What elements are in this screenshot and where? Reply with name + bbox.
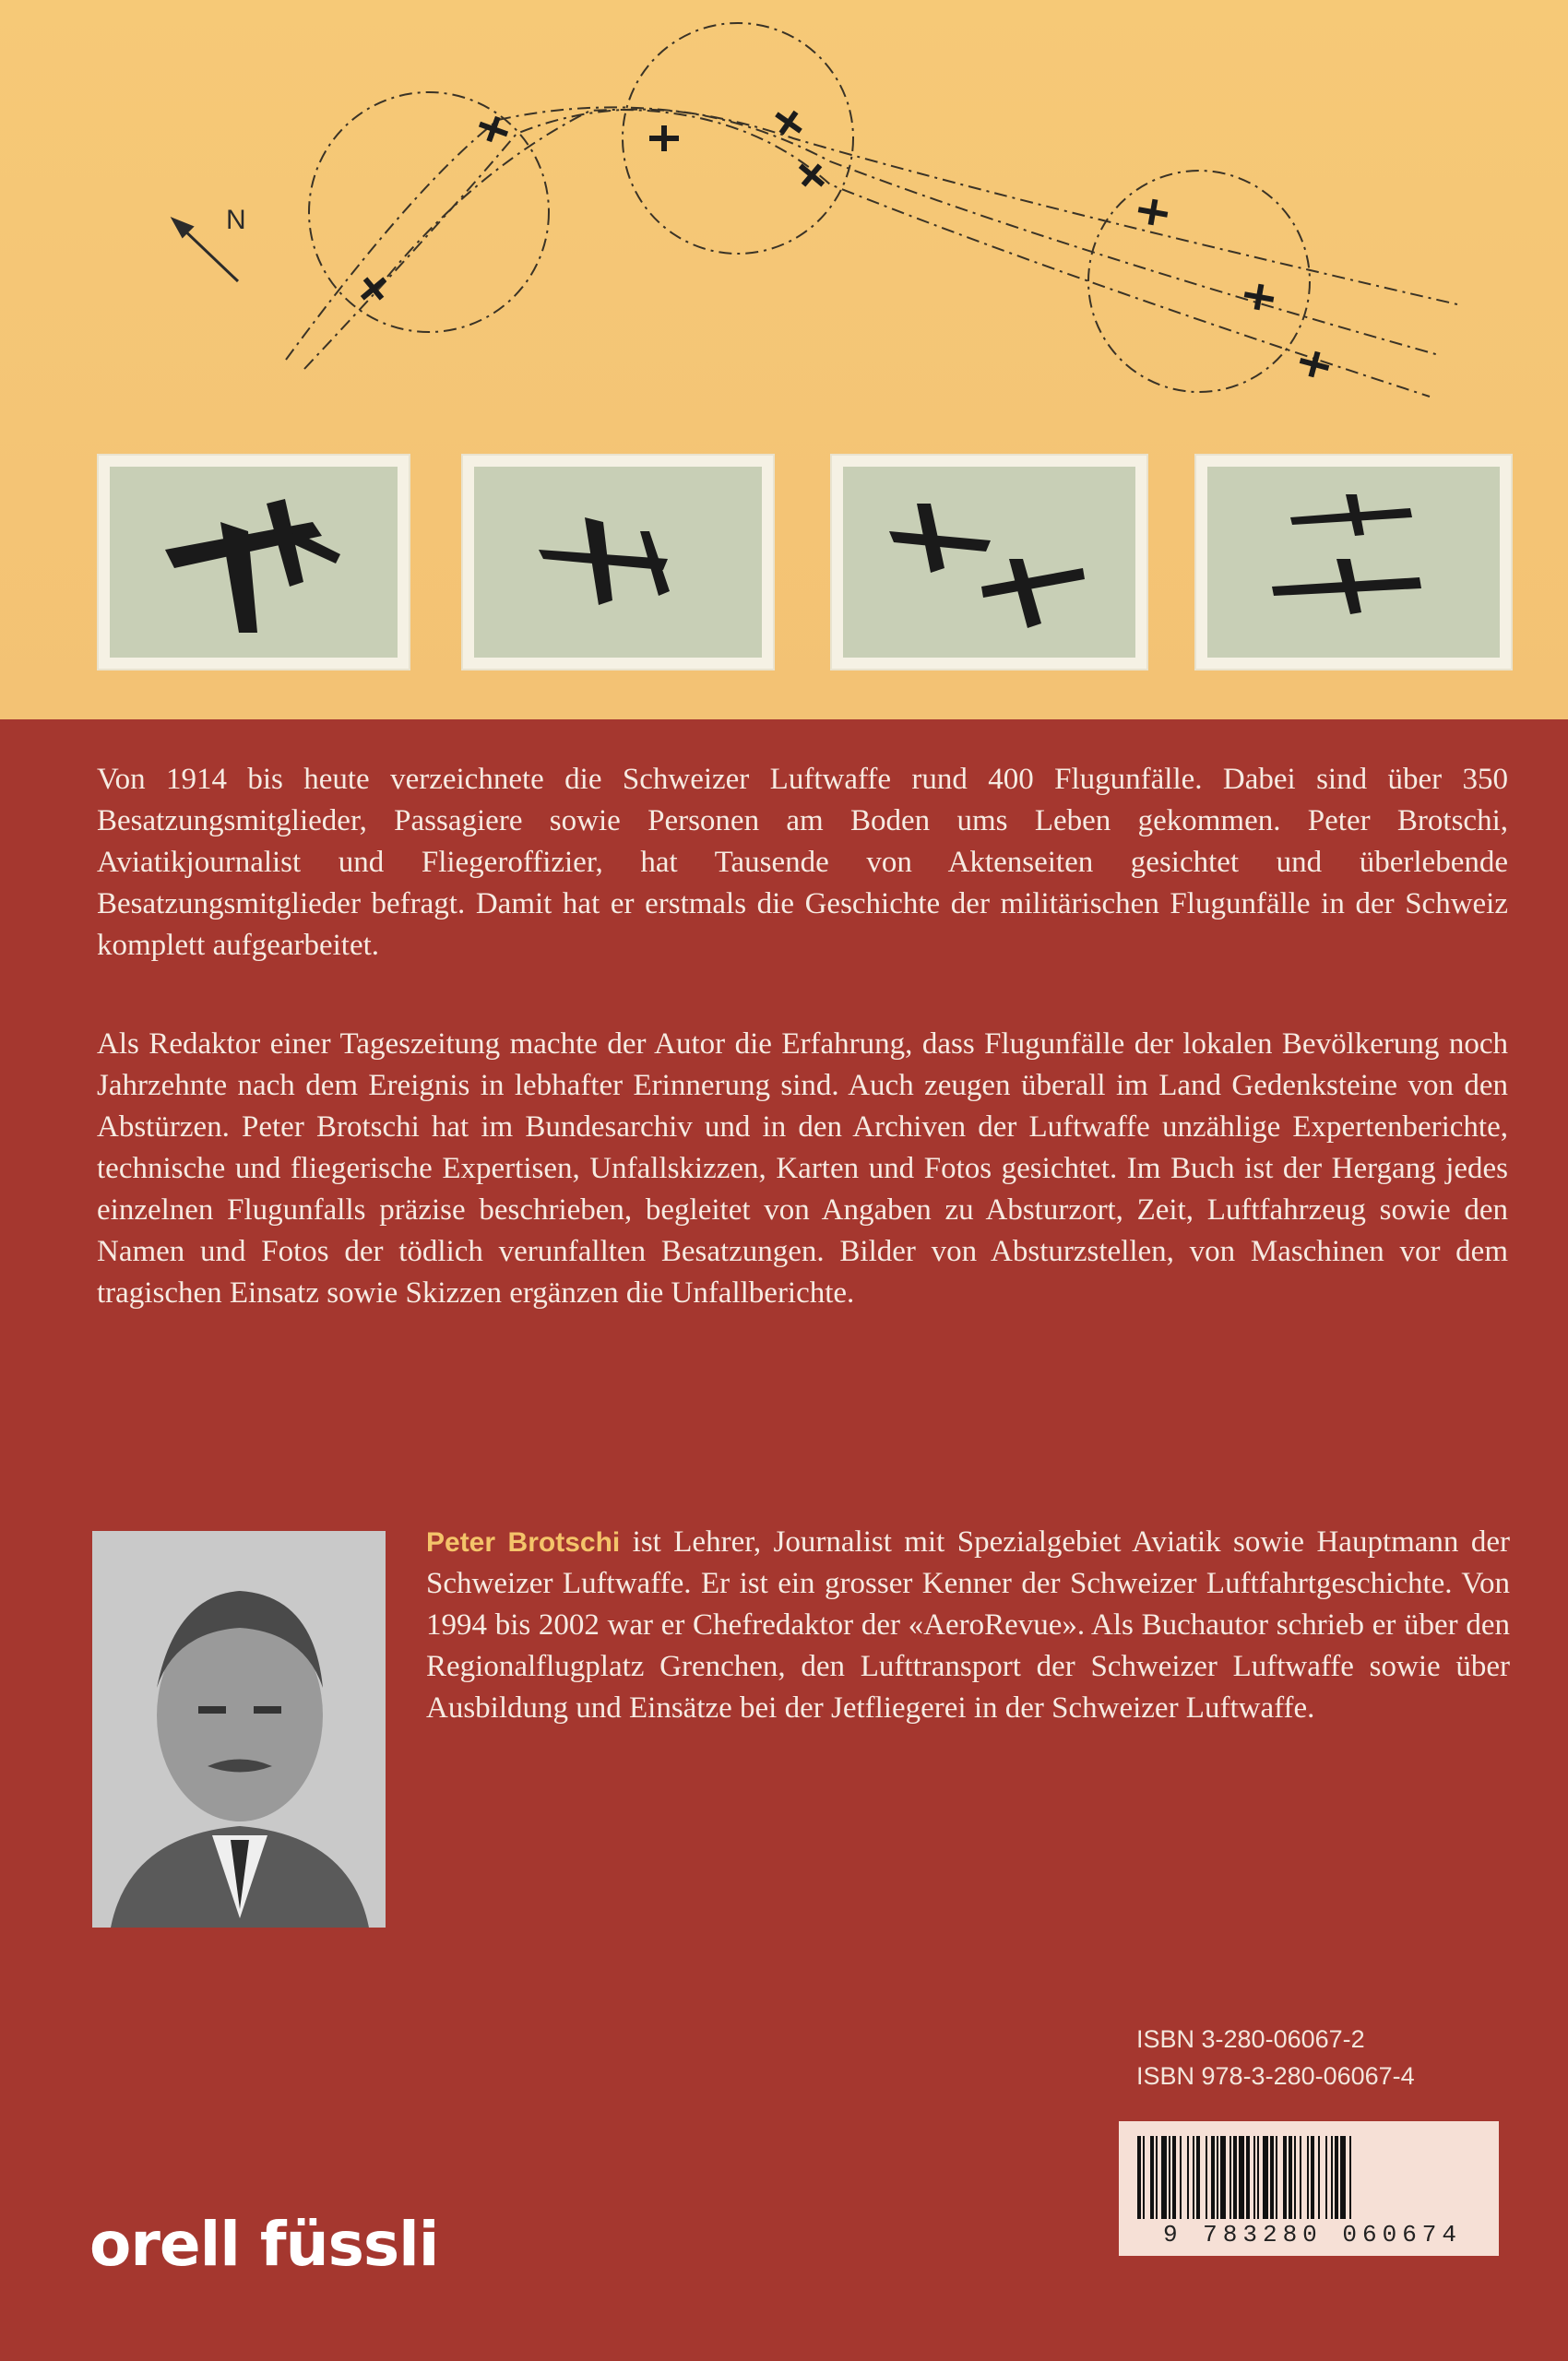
barcode-bar <box>1137 2136 1141 2219</box>
barcode-bar <box>1211 2136 1215 2219</box>
barcode-bar <box>1220 2136 1226 2219</box>
barcode-bar <box>1253 2136 1255 2219</box>
barcode-bar <box>1217 2136 1218 2219</box>
barcode-bar <box>1289 2136 1292 2219</box>
barcode-bar <box>1239 2136 1244 2219</box>
author-portrait <box>92 1531 386 1928</box>
barcode-bar <box>1156 2136 1158 2219</box>
airplane-silhouette-icon <box>1207 467 1500 658</box>
barcode-bar <box>1206 2136 1207 2219</box>
author-bio <box>426 1522 1510 1729</box>
barcode-bar <box>1172 2136 1176 2219</box>
barcode-bar <box>1307 2136 1309 2219</box>
portrait-image <box>92 1531 386 1928</box>
author-bio-text: ist Lehrer, Journalist mit Spezialgebiet Aviatik sowie Hauptmann der Schweizer Luftwaffe. Er ist ein grosser Kenner der Schweizer Luftfahrtgeschichte. Von 1994 bis 2002 war er Chefredaktor der «AeroRevue». Als Buchautor schrieb er über den Regionalflugplatz Grenchen, den Lufttransport der Schweizer Luftwaffe sowie über Ausbildung und Einsätze bei der Jetfliegerei in der Schweizer Luftwaffe. <box>426 1525 1510 1725</box>
flight-path-1 <box>286 107 1457 360</box>
description-paragraph-2: Als Redaktor einer Tageszeitung machte der Autor die Erfahrung, dass Flugunfälle der lokalen Bevölkerung noch Jahrzehnte nach dem Ereignis in lebhafter Erinnerung sind. Auch zeugen überall im Land Gedenksteine von den Abstürzen. Peter Brotschi hat im Bundesarchiv und in den Archiven der Luftwaffe unzählige Expertenberichte, technische und fliegerische Expertisen, Unfallskizzen, Karten und Fotos gesichtet. Im Buch ist der Hergang jedes einzelnen Flugunfalls präzise beschrieben, begleitet von Angaben zu Absturzort, Zeit, Luftfahrzeug sowie den Namen und Fotos der tödlich verunfallten Besatzungen. Bilder von Absturzstellen, von Maschinen vor dem tragischen Einsatz sowie Skizzen ergänzen die Unfallberichte. <box>97 1027 1508 1310</box>
barcode-bar <box>1300 2136 1301 2219</box>
barcode-bar <box>1263 2136 1268 2219</box>
airplane-silhouette-icon <box>110 467 398 658</box>
photo-4 <box>1194 454 1513 670</box>
barcode-bar <box>1233 2136 1237 2219</box>
barcode-bar <box>1349 2136 1351 2219</box>
barcode-bar <box>1196 2136 1200 2219</box>
diagram-airplanes <box>354 103 1332 380</box>
barcode-bar <box>1193 2136 1194 2219</box>
barcode-bar <box>1169 2136 1170 2219</box>
photo-1 <box>97 454 410 670</box>
barcode-bar <box>1246 2136 1250 2219</box>
diagram-circle-3 <box>1088 171 1310 392</box>
north-label: N <box>226 205 246 235</box>
barcode <box>1119 2121 1499 2256</box>
barcode-bar <box>1161 2136 1167 2219</box>
barcode-bar <box>1276 2136 1277 2219</box>
publisher-logo: orell füssli <box>89 2209 439 2280</box>
barcode-bar <box>1335 2136 1338 2219</box>
diagram-circle-1 <box>309 92 549 332</box>
barcode-bar <box>1229 2136 1231 2219</box>
barcode-bar <box>1331 2136 1333 2219</box>
barcode-bar <box>1318 2136 1320 2219</box>
barcode-digits: 9 783280 060674 <box>1162 2221 1463 2248</box>
photo-3 <box>830 454 1148 670</box>
isbn-13: ISBN 978-3-280-06067-4 <box>1136 2062 1415 2090</box>
barcode-bar <box>1294 2136 1296 2219</box>
barcode-bar <box>1311 2136 1314 2219</box>
flight-path-3 <box>387 110 1430 397</box>
top-section <box>0 0 1568 719</box>
barcode-bar <box>1325 2136 1327 2219</box>
barcode-bar <box>1180 2136 1182 2219</box>
author-name: Peter Brotschi <box>426 1527 621 1558</box>
airplane-silhouette-icon <box>843 467 1135 658</box>
isbn-10: ISBN 3-280-06067-2 <box>1136 2025 1365 2053</box>
barcode-bar <box>1283 2136 1287 2219</box>
barcode-bar <box>1257 2136 1259 2219</box>
airplane-silhouette-icon <box>474 467 762 658</box>
flight-path-2 <box>304 110 1439 369</box>
description-paragraph-1: Von 1914 bis heute verzeichnete die Schweizer Luftwaffe rund 400 Flugunfälle. Dabei sind über 350 Besatzungsmitglieder, Passagiere sowie Personen am Boden ums Leben gekommen. Peter Brotschi, Aviatikjournalist und Fliegeroffizier, hat Tausende von Aktenseiten gesichtet und überlebende Besatzungsmitglieder befragt. Damit hat er erstmals die Geschichte der militärischen Flugunfälle in der Schweiz komplett aufgearbeitet. <box>97 763 1508 962</box>
barcode-bar <box>1187 2136 1189 2219</box>
barcode-bar <box>1143 2136 1145 2219</box>
photo-2 <box>461 454 775 670</box>
barcode-bar <box>1340 2136 1346 2219</box>
barcode-bar <box>1150 2136 1154 2219</box>
flight-path-diagram <box>0 0 1568 433</box>
barcode-bar <box>1270 2136 1274 2219</box>
